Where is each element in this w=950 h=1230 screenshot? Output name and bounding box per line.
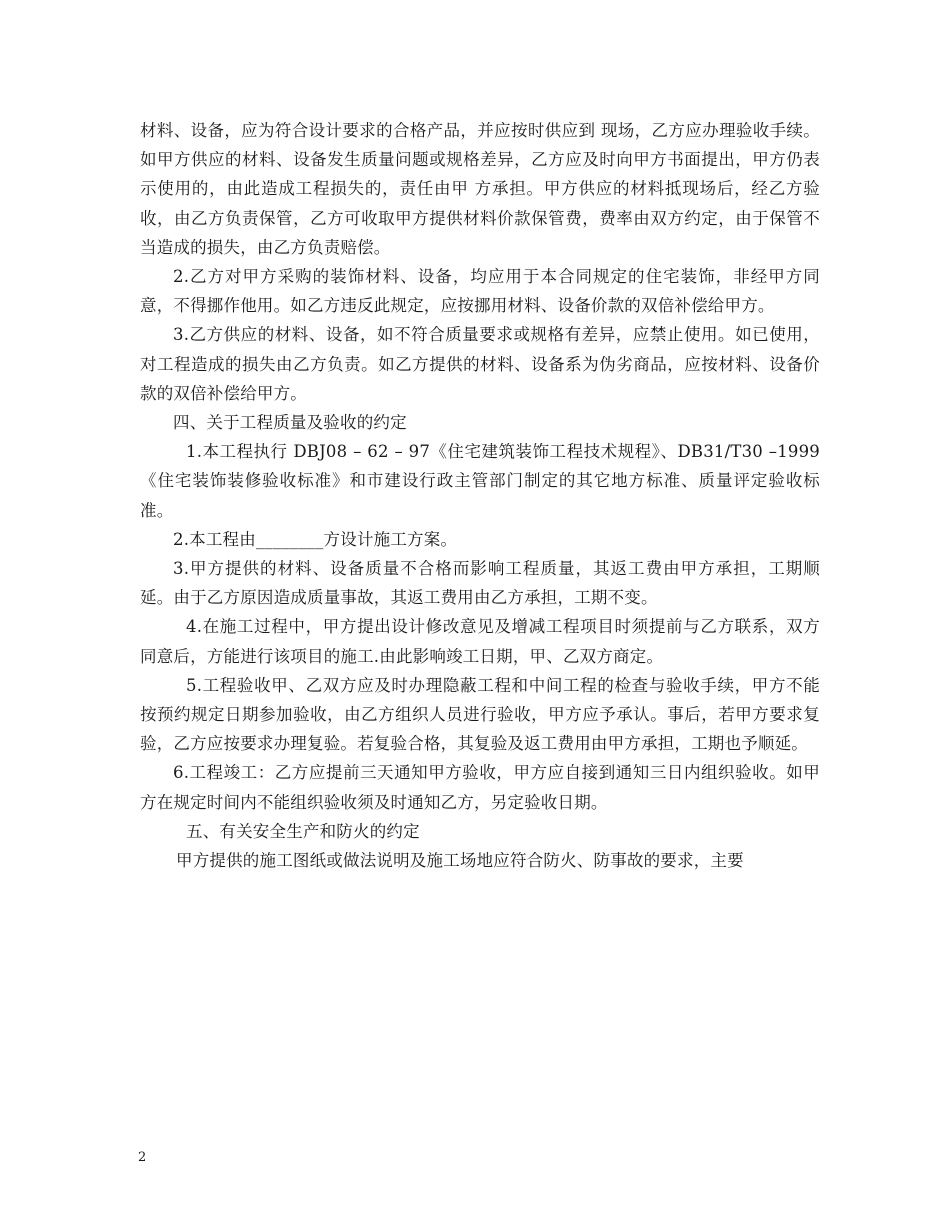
paragraph-clause-2-material-use: 2.乙方对甲方采购的装饰材料、设备，均应用于本合同规定的住宅装饰，非经甲方同意，不得挪作他用。如乙方违反此规定，应按挪用材料、设备价款的双倍补偿给甲方。 [140,267,820,316]
page-number: 2 [138,1150,147,1165]
paragraph-clause-3-material-quality: 3.乙方供应的材料、设备，如不符合质量要求或规格有差异，应禁止使用。如已使用，对工程造成的损失由乙方负责。如乙方提供的材料、设备系为伪劣商品，应按材料、设备价款的双倍补偿给甲方。 [140,325,820,403]
paragraph-quality-clause-1: 1.本工程执行 DBJ08 – 62 – 97《住宅建筑装饰工程技术规程》、DB31/T30 –1999《住宅装饰装修验收标准》和市建设行政主管部门制定的其它地方标准、质量评定验收标准。 [140,442,820,520]
section-heading-quality-acceptance: 四、关于工程质量及验收的约定 [173,413,407,433]
paragraph-quality-clause-5: 5.工程验收甲、乙双方应及时办理隐蔽工程和中间工程的检查与验收手续，甲方不能按预约规定日期参加验收，由乙方组织人员进行验收，甲方应予承认。事后，若甲方要求复验，乙方应按要求办理复验。若复验合格，其复验及返工费用由甲方承担，工期也予顺延。 [140,675,820,754]
document-body [140,116,820,875]
paragraph-safety-intro: 甲方提供的施工图纸或做法说明及施工场地应符合防火、防事故的要求，主要 [176,851,744,871]
paragraph-material-continuation: 材料、设备，应为符合设计要求的合格产品，并应按时供应到 现场，乙方应办理验收手续。如甲方供应的材料、设备发生质量问题或规格差异，乙方应及时向甲方书面提出，甲方仍表示使用的，由此造成工程损失的，责任由甲 方承担。甲方供应的材料抵现场后，经乙方验收，由乙方负责保管，乙方可收取甲方提供材料价款保管费，费率由双方约定，由于保管不当造成的损失，由乙方负责赔偿。 [140,121,820,257]
paragraph-quality-clause-6: 6.工程竣工：乙方应提前三天通知甲方验收，甲方应自接到通知三日内组织验收。如甲方在规定时间内不能组织验收须及时通知乙方，另定验收日期。 [140,763,820,812]
section-heading-safety-fire: 五、有关安全生产和防火的约定 [186,821,420,841]
paragraph-quality-clause-4: 4.在施工过程中，甲方提出设计修改意见及增减工程项目时须提前与乙方联系，双方同意后，方能进行该项目的施工.由此影响竣工日期，甲、乙双方商定。 [140,617,820,666]
paragraph-quality-clause-3: 3.甲方提供的材料、设备质量不合格而影响工程质量，其返工费由甲方承担，工期顺延。由于乙方原因造成质量事故，其返工费用由乙方承担，工期不变。 [140,559,820,608]
paragraph-quality-clause-2: 2.本工程由________方设计施工方案。 [173,529,458,549]
